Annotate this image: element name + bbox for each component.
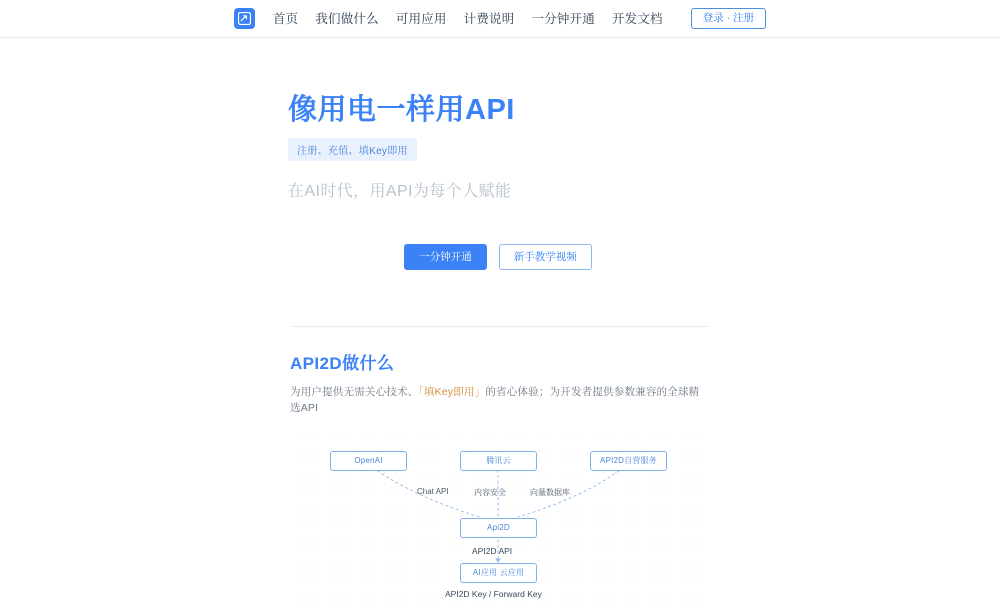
page-title: 像用电一样用API: [288, 94, 515, 126]
diagram-edge-vector-db: 向量数据库: [530, 487, 570, 497]
nav-billing[interactable]: 计费说明: [463, 12, 515, 27]
diagram-edge-chat-api: Chat API: [417, 486, 449, 496]
one-minute-activate-button[interactable]: 一分钟开通: [404, 244, 487, 271]
logo-mark-icon[interactable]: [234, 8, 255, 29]
diagram-node-tencent: [460, 451, 537, 471]
section-description: [290, 385, 710, 417]
section-desc-suffix: 的省心体验；为开发者提供参数兼容的全球精选API: [290, 386, 700, 415]
hero-subtitle: 在AI时代，用API为每个人赋能: [288, 182, 512, 200]
diagram-node-label: API2D自营服务: [600, 456, 657, 466]
diagram-node-api2d: [460, 518, 537, 538]
nav-available-apps[interactable]: 可用应用: [395, 12, 447, 27]
nav-docs[interactable]: 开发文档: [611, 12, 663, 27]
header-inner: [234, 8, 766, 30]
hero-container: [288, 93, 708, 270]
section-title: API2D做什么: [290, 354, 395, 374]
what-we-do-section: [290, 327, 710, 613]
diagram-node-apps: [460, 563, 537, 583]
main-nav: [273, 9, 663, 27]
hero-badge: 注册、充值、填Key即用: [288, 138, 417, 161]
section-desc-accent: 「填Key即用」: [418, 386, 486, 399]
diagram-node-openai: [330, 451, 407, 471]
nav-one-minute[interactable]: 一分钟开通: [531, 12, 595, 27]
diagram-node-label: 腾讯云: [486, 456, 511, 466]
site-header: [0, 0, 1000, 38]
diagram-node-label: Api2D: [487, 523, 510, 533]
diagram-edge-content-safety: 内容安全: [474, 487, 506, 497]
section-desc-prefix: 为用户提供无需关心技术、: [290, 386, 419, 399]
diagram-caption-api2d-key: API2D Key / Forward Key: [445, 588, 542, 599]
beginner-video-button[interactable]: 新手教学视频: [499, 244, 592, 271]
diagram-node-selfhost: [590, 451, 667, 471]
architecture-diagram: [290, 433, 710, 613]
login-register-button[interactable]: 登录 · 注册: [691, 8, 766, 30]
nav-home[interactable]: 首页: [272, 12, 299, 27]
diagram-caption-api2d-api: API2D API: [472, 545, 513, 556]
diagram-node-label: AI应用 云应用: [472, 568, 525, 578]
diagram-node-label: OpenAI: [354, 456, 383, 466]
hero-actions: [288, 244, 708, 271]
nav-what-we-do[interactable]: 我们做什么: [315, 12, 379, 27]
page-body: [0, 38, 1000, 613]
hero-section: [0, 38, 1000, 270]
